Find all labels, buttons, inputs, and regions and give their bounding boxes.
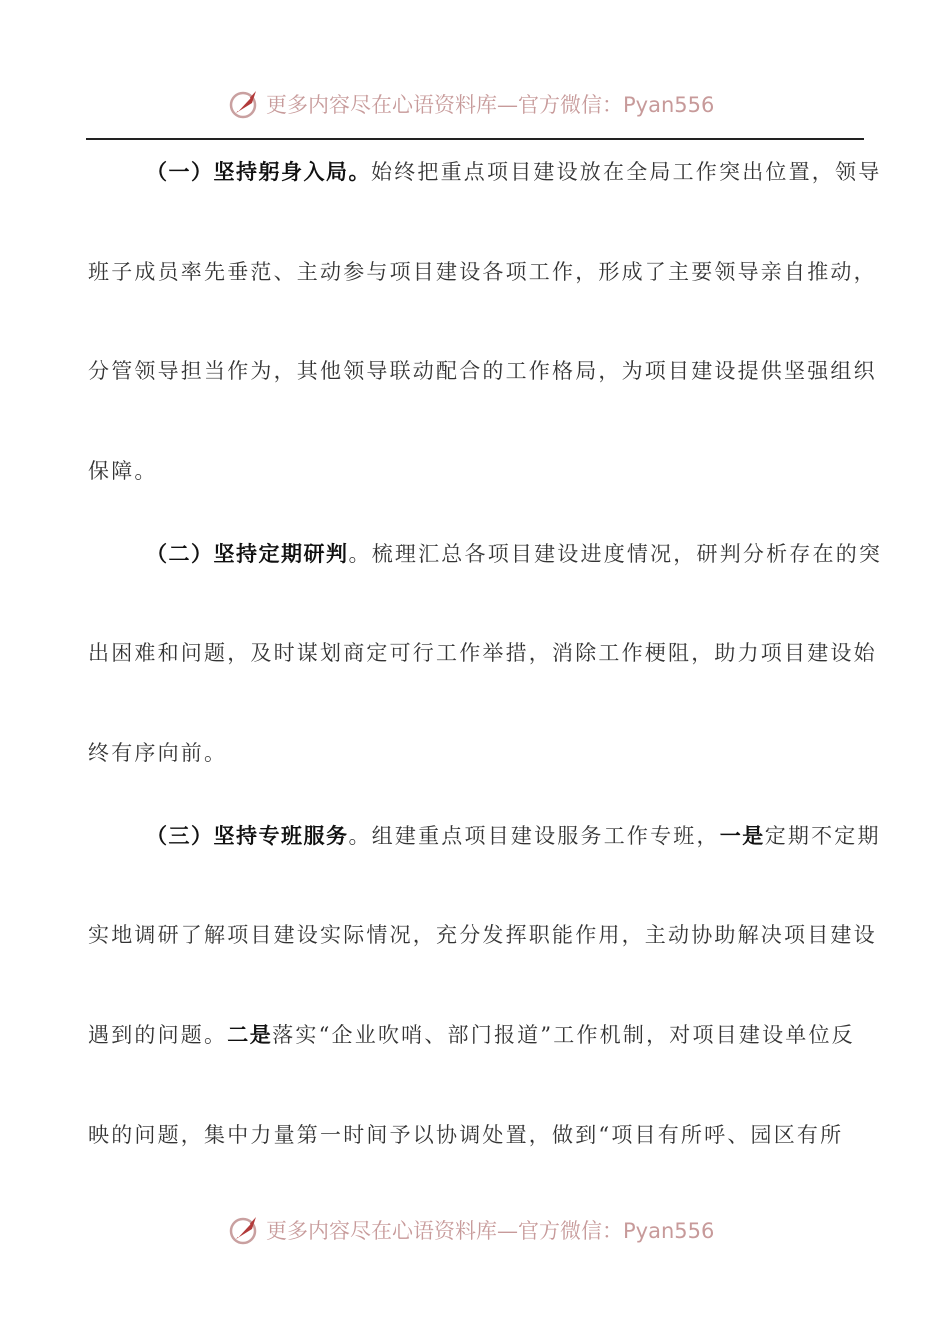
footer-banner-text: [266, 1215, 714, 1245]
quill-pen-logo-icon: [228, 87, 262, 121]
paragraph-3-line-1: [146, 821, 916, 851]
paragraph-3-heading: （三）坚持专班服务: [146, 823, 349, 848]
footer-banner-title: 更多内容尽在心语资料库: [266, 1219, 497, 1243]
paragraph-1-line-2: 班子成员率先垂范、主动参与项目建设各项工作，形成了主要领导亲自推动，: [88, 260, 877, 284]
paragraph-1-text-1: 始终把重点项目建设放在全局工作突出位置，领导: [371, 160, 882, 184]
paragraph-1-line-3: 分管领导担当作为，其他领导联动配合的工作格局，为项目建设提供坚强组织: [88, 359, 877, 383]
paragraph-3-text-1a: 。组建重点项目建设服务工作专班，: [348, 824, 720, 848]
banner-title: 更多内容尽在心语资料库: [266, 93, 497, 117]
paragraph-3-text-3a: 遇到的问题。: [88, 1023, 228, 1047]
banner-wechat-label: 官方微信：: [518, 93, 623, 117]
paragraph-3-text-1b: 定期不定期: [764, 824, 881, 848]
header-banner: [0, 82, 950, 126]
footer-banner-wechat-label: 官方微信：: [518, 1219, 623, 1243]
paragraph-3-line-2: 实地调研了解项目建设实际情况，充分发挥职能作用，主动协助解决项目建设: [88, 923, 877, 947]
paragraph-3-line-4: 映的问题，集中力量第一时间予以协调处置，做到“项目有所呼、园区有所: [88, 1123, 844, 1147]
paragraph-2-text-1: 。梳理汇总各项目建设进度情况，研判分析存在的突: [348, 542, 883, 566]
paragraph-1-heading: （一）坚持躬身入局。: [146, 159, 371, 184]
paragraph-2-line-2: 出困难和问题，及时谋划商定可行工作举措，消除工作梗阻，助力项目建设始: [88, 641, 877, 665]
paragraph-1-line-4: 保障。: [88, 459, 158, 483]
paragraph-1-line-1: [146, 157, 916, 187]
footer-banner: [0, 1208, 950, 1252]
banner-text: [266, 89, 714, 119]
paragraph-3-line-3: [88, 1020, 858, 1050]
banner-wechat-id: Pyan556: [623, 93, 715, 117]
paragraph-3-first-marker: 一是: [719, 823, 765, 848]
paragraph-2-line-1: [146, 539, 916, 569]
quill-pen-logo-icon: [228, 1213, 262, 1247]
footer-banner-separator: —: [497, 1219, 518, 1243]
header-divider: [86, 138, 864, 140]
paragraph-3-second-marker: 二是: [227, 1022, 273, 1047]
footer-banner-wechat-id: Pyan556: [623, 1219, 715, 1243]
paragraph-3-text-3b: 落实“企业吹哨、部门报道”工作机制，对项目建设单位反: [272, 1023, 855, 1047]
paragraph-2-line-3: 终有序向前。: [88, 741, 228, 765]
banner-separator: —: [497, 93, 518, 117]
paragraph-2-heading: （二）坚持定期研判: [146, 541, 349, 566]
